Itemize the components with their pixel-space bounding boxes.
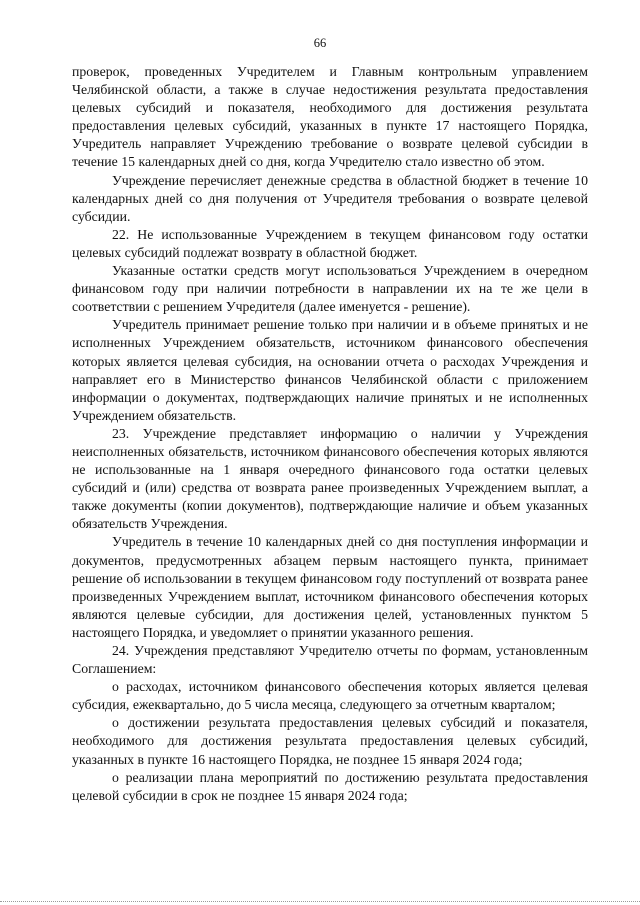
page-number: 66 xyxy=(313,36,327,50)
paragraph-continuation: проверок, проведенных Учредителем и Главным контрольным управлением Челябинской области, а также в случае недостижения результата предоставления целевых субсидий и показателя, необходимого для достижения результата предоставления целевых субсидий, указанных в пункте 17 настоящего Порядка, Учредитель направляет Учреждению требование о возврате целевой субсидии в течение 15 календарных дней со дня, когда Учредителю стало известно об этом. xyxy=(72,64,588,170)
document-body xyxy=(72,63,588,805)
paragraph: Учредитель принимает решение только при наличии и в объеме принятых и не исполненных Учреждением обязательств, источником финансового обеспечения которых является целевая субсидия, на основании отчета о расходах Учреждения и направляет его в Министерство финансов Челябинской области с приложением информации о документах, подтверждающих наличие принятых и не исполненных Учреждением обязательств. xyxy=(72,317,588,423)
paragraph: Указанные остатки средств могут использоваться Учреждением в очередном финансовом году при наличии потребности в направлении их на те же цели в соответствии с решением Учредителя (далее именуется - решение). xyxy=(72,263,588,315)
list-item: о реализации плана мероприятий по достижению результата предоставления целевой субсидии в срок не позднее 15 января 2024 года; xyxy=(72,769,588,803)
paragraph-23: 23. Учреждение представляет информацию о наличии у Учреждения неисполненных обязательств, источником финансового обеспечения которых являются не использованные на 1 января очередного финансового года остатки целевых субсидий и (или) средства от возврата ранее произведенных Учреждением выплат, а также документы (копии документов), подтверждающие наличие и объем указанных обязательств Учреждения. xyxy=(72,425,588,532)
list-item: о достижении результата предоставления целевых субсидий и показателя, необходимого для достижения результата предоставления целевых субсидий, указанных в пункте 16 настоящего Порядка, не позднее 15 января 2024 года; xyxy=(72,715,588,767)
page-bottom-border xyxy=(0,901,640,902)
paragraph-24: 24. Учреждения представляют Учредителю отчеты по формам, установленным Соглашением: xyxy=(72,643,588,677)
paragraph: Учреждение перечисляет денежные средства в областной бюджет в течение 10 календарных дней со дня получения от Учредителя требования о возврате целевой субсидии. xyxy=(72,172,588,224)
list-item: о расходах, источником финансового обеспечения которых является целевая субсидия, ежеквартально, до 5 числа месяца, следующего за отчетным кварталом; xyxy=(72,679,588,713)
paragraph-22: 22. Не использованные Учреждением в текущем финансовом году остатки целевых субсидий подлежат возврату в областной бюджет. xyxy=(72,226,588,260)
paragraph: Учредитель в течение 10 календарных дней со дня поступления информации и документов, предусмотренных абзацем первым настоящего пункта, принимает решение об использовании в текущем финансовом году поступлений от возврата ранее произведенных Учреждением выплат, источником финансового обеспечения которых являются целевые субсидии, для достижения целей, установленных пунктом 5 настоящего Порядка, и уведомляет о принятии указанного решения. xyxy=(72,534,588,640)
